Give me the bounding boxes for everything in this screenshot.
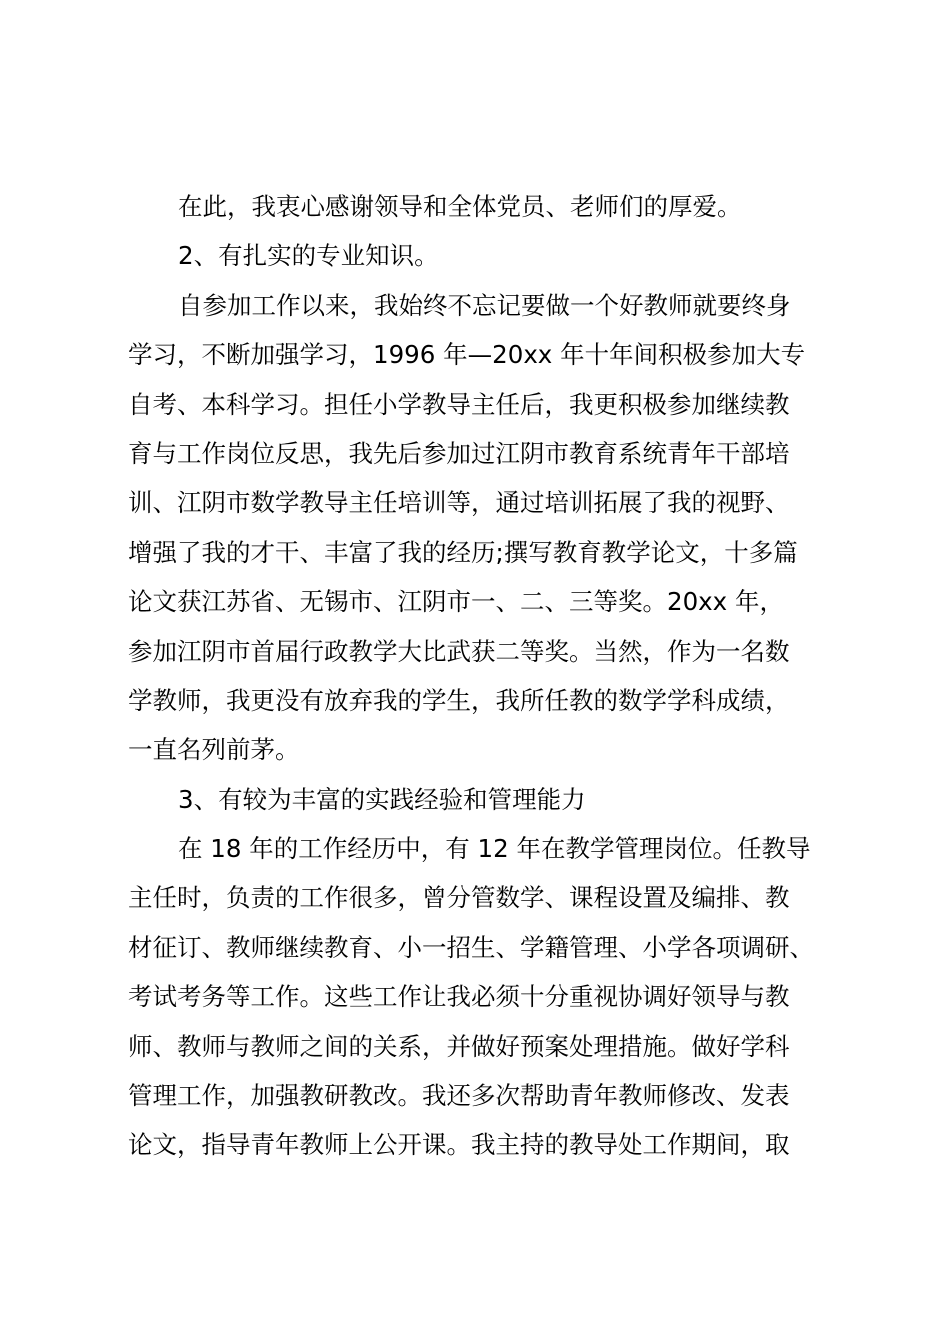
text-line: 材征订、教师继续教育、小一招生、学籍管理、小学各项调研、 xyxy=(128,932,814,962)
text-line: 增强了我的才干、丰富了我的经历;撰写教育教学论文，十多篇 xyxy=(128,537,798,567)
text-line: 育与工作岗位反思，我先后参加过江阴市教育系统青年干部培 xyxy=(128,438,790,468)
text-line: 学习，不断加强学习，1996 年—20xx 年十年间积极参加大专 xyxy=(128,340,806,370)
text-line: 论文，指导青年教师上公开课。我主持的教导处工作期间，取 xyxy=(128,1130,790,1160)
text-line: 一直名列前茅。 xyxy=(128,735,300,765)
text-line: 管理工作，加强教研教改。我还多次帮助青年教师修改、发表 xyxy=(128,1081,790,1111)
text-line: 自考、本科学习。担任小学教导主任后，我更积极参加继续教 xyxy=(128,389,790,419)
document-body xyxy=(128,182,840,1170)
section-heading: 2、有扎实的专业知识。 xyxy=(178,241,439,271)
text-line: 学教师，我更没有放弃我的学生，我所任教的数学学科成绩， xyxy=(128,685,790,715)
text-line: 参加江阴市首届行政教学大比武获二等奖。当然，作为一名数 xyxy=(128,636,790,666)
text-line: 在 18 年的工作经历中，有 12 年在教学管理岗位。任教导 xyxy=(178,834,811,864)
text-line: 在此，我衷心感谢领导和全体党员、老师们的厚爱。 xyxy=(178,192,742,221)
text-line: 主任时，负责的工作很多，曾分管数学、课程设置及编排、教 xyxy=(128,883,790,913)
text-line: 训、江阴市数学教导主任培训等，通过培训拓展了我的视野、 xyxy=(128,488,790,518)
text-line: 师、教师与教师之间的关系，并做好预案处理措施。做好学科 xyxy=(128,1031,790,1061)
text-line: 考试考务等工作。这些工作让我必须十分重视协调好领导与教 xyxy=(128,982,790,1012)
text-line: 自参加工作以来，我始终不忘记要做一个好教师就要终身 xyxy=(178,290,791,320)
section-heading: 3、有较为丰富的实践经验和管理能力 xyxy=(178,784,586,814)
text-line: 论文获江苏省、无锡市、江阴市一、二、三等奖。20xx 年， xyxy=(128,587,784,617)
